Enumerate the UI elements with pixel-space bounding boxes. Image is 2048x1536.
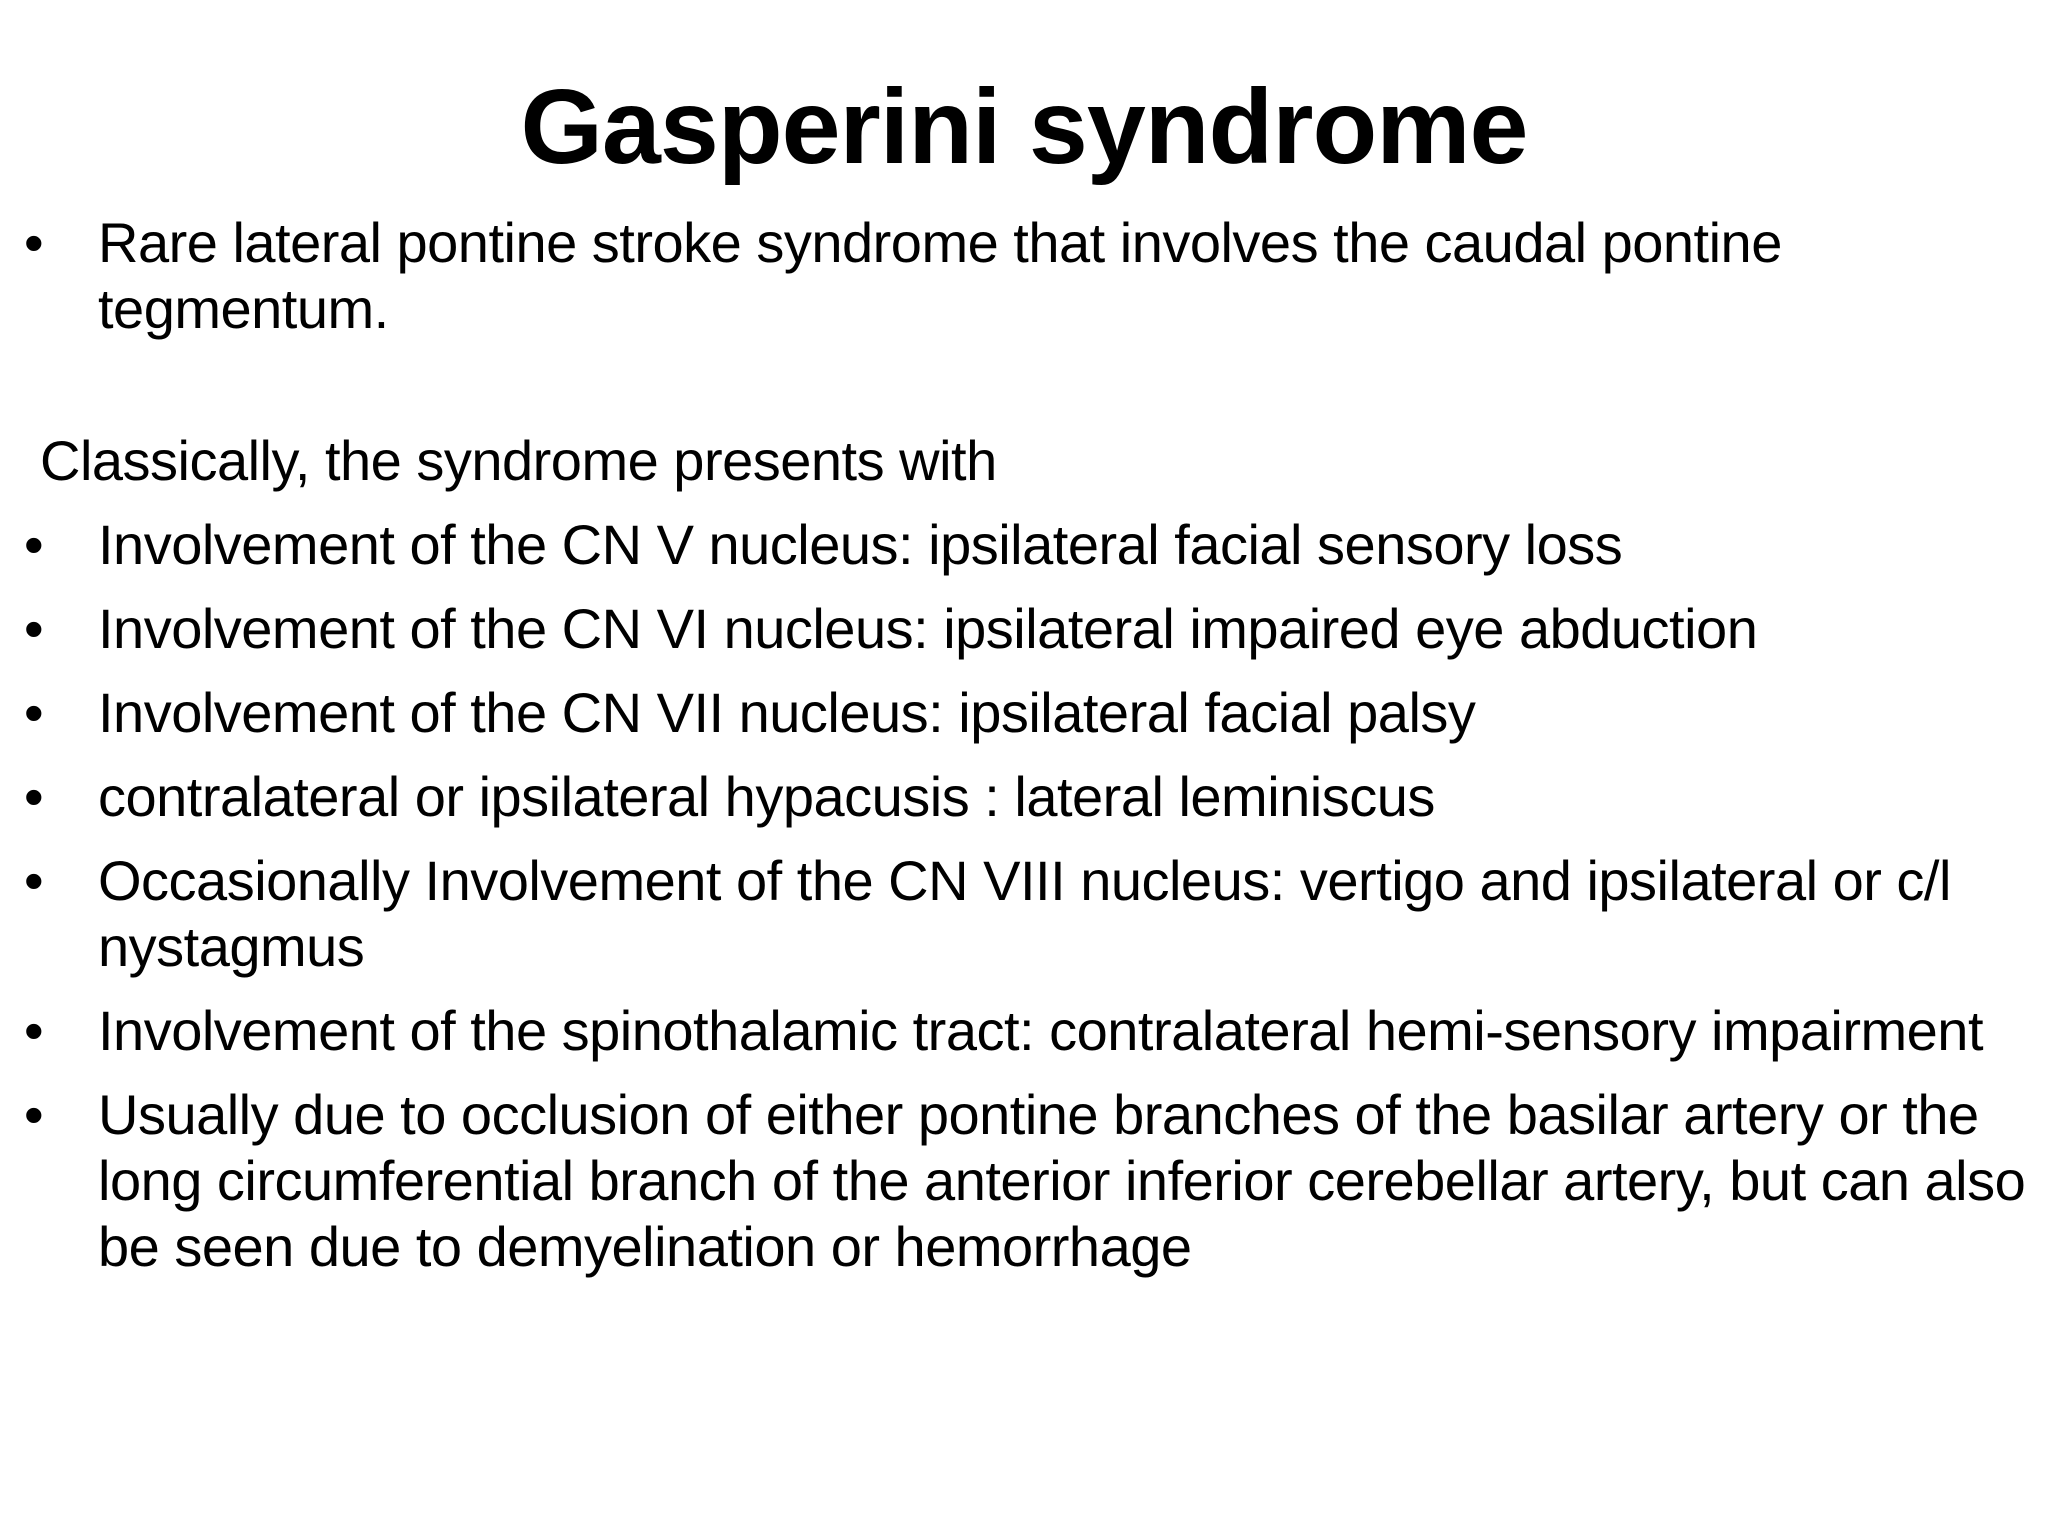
list-item-text: Involvement of the CN VI nucleus: ipsilateral impaired eye abduction <box>98 597 1758 660</box>
list-item-text: contralateral or ipsilateral hypacusis : lateral leminiscus <box>98 765 1435 828</box>
list-item <box>0 680 2040 746</box>
list-item <box>0 998 2040 1064</box>
list-item <box>0 512 2040 578</box>
bullet-marker: • <box>24 597 44 660</box>
bullet-marker: • <box>24 211 44 274</box>
intro-bullet <box>0 210 2040 342</box>
intro-text: Rare lateral pontine stroke syndrome that involves the caudal pontine tegmentum. <box>98 211 1782 340</box>
slide-body <box>0 210 2040 1280</box>
lead-in-text: Classically, the syndrome presents with <box>40 429 997 492</box>
list-item-text: Involvement of the spinothalamic tract: contralateral hemi-sensory impairment <box>98 999 1983 1062</box>
slide-title: Gasperini syndrome <box>520 68 1528 186</box>
bullet-marker: • <box>24 681 44 744</box>
bullet-marker: • <box>24 999 44 1062</box>
bullet-marker: • <box>24 849 44 912</box>
bullet-marker: • <box>24 1083 44 1146</box>
list-item-text: Involvement of the CN V nucleus: ipsilateral facial sensory loss <box>98 513 1623 576</box>
list-item <box>0 596 2040 662</box>
list-item <box>0 848 2040 980</box>
list-item-text: Occasionally Involvement of the CN VIII nucleus: vertigo and ipsilateral or c/l nystagmus <box>98 849 1951 978</box>
list-item <box>0 764 2040 830</box>
list-item-text: Involvement of the CN VII nucleus: ipsilateral facial palsy <box>98 681 1476 744</box>
bullet-marker: • <box>24 513 44 576</box>
bullet-marker: • <box>24 765 44 828</box>
list-item-text: Usually due to occlusion of either pontine branches of the basilar artery or the long circumferential branch of the anterior inferior cerebellar artery, but can also be seen due to demyelination or hemorrhage <box>98 1083 2026 1278</box>
list-item <box>0 1082 2040 1280</box>
